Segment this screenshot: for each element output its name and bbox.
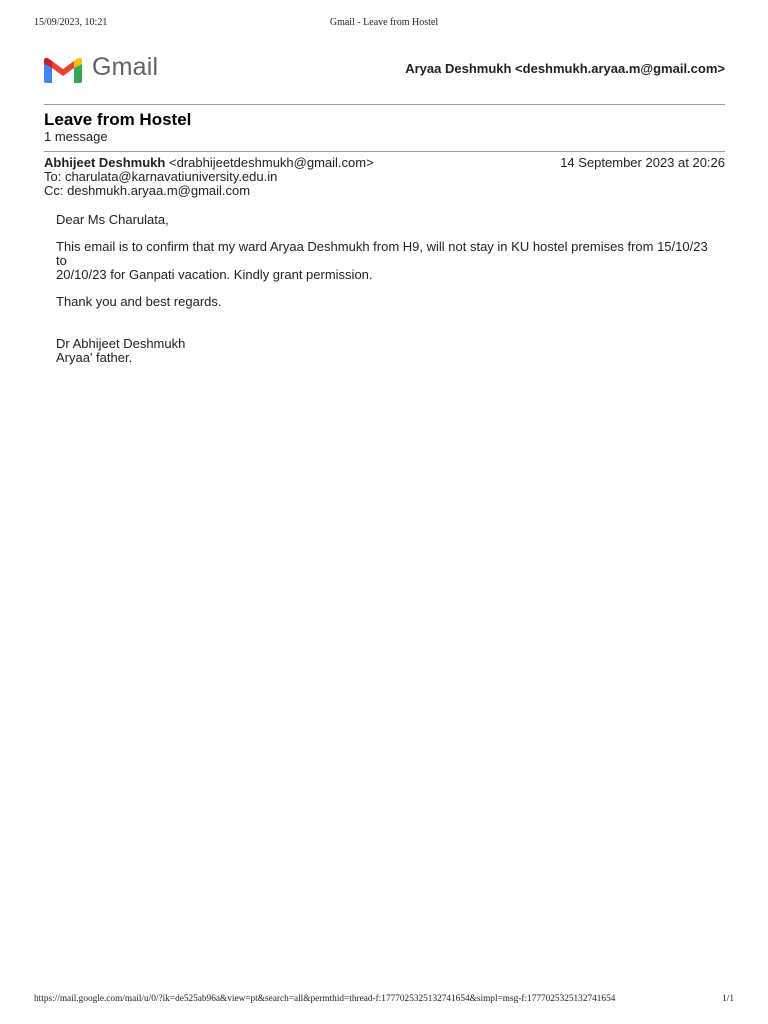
gmail-logo[interactable] [43, 54, 173, 84]
gmail-header [43, 52, 725, 86]
gmail-m-icon [43, 56, 83, 84]
signature-relation: Aryaa' father. [56, 350, 133, 365]
subject-divider [44, 151, 725, 152]
print-header [34, 17, 734, 31]
message-date: 14 September 2023 at 20:26 [560, 155, 725, 170]
thread-subject: Leave from Hostel [44, 110, 192, 129]
to-recipients: To: charulata@karnavatiuniversity.edu.in [44, 169, 278, 184]
gmail-wordmark: Gmail [92, 53, 159, 81]
thread-message-count: 1 message [44, 129, 108, 144]
account-label: Aryaa Deshmukh <deshmukh.aryaa.m@gmail.com> [405, 61, 725, 76]
body-closing: Thank you and best regards. [56, 294, 222, 309]
body-paragraph-line: This email is to confirm that my ward Aryaa Deshmukh from H9, will not stay in KU hostel premises from 15/10/23 to [56, 239, 708, 268]
sender-line [44, 156, 725, 170]
print-datetime: 15/09/2023, 10:21 [34, 17, 108, 28]
print-footer [34, 994, 734, 1008]
body-paragraph [56, 240, 708, 282]
message-body [56, 213, 708, 365]
header-divider [44, 104, 725, 105]
sender-name: Abhijeet Deshmukh [44, 155, 166, 170]
sender-email[interactable]: <drabhijeetdeshmukh@gmail.com> [168, 155, 374, 170]
message-header [44, 156, 725, 198]
signature-name: Dr Abhijeet Deshmukh [56, 336, 186, 351]
print-page-number: 1/1 [722, 994, 734, 1004]
signature [56, 337, 708, 365]
print-page-title: Gmail - Leave from Hostel [329, 17, 439, 28]
cc-recipients: Cc: deshmukh.aryaa.m@gmail.com [44, 183, 251, 198]
print-url: https://mail.google.com/mail/u/0/?ik=de525ab96a&view=pt&search=all&permthid=thread-f:1777025325132741654&simpl=msg-f:1777025325132741654 [34, 994, 616, 1004]
body-greeting: Dear Ms Charulata, [56, 212, 169, 227]
body-paragraph-line: 20/10/23 for Ganpati vacation. Kindly grant permission. [56, 267, 373, 282]
